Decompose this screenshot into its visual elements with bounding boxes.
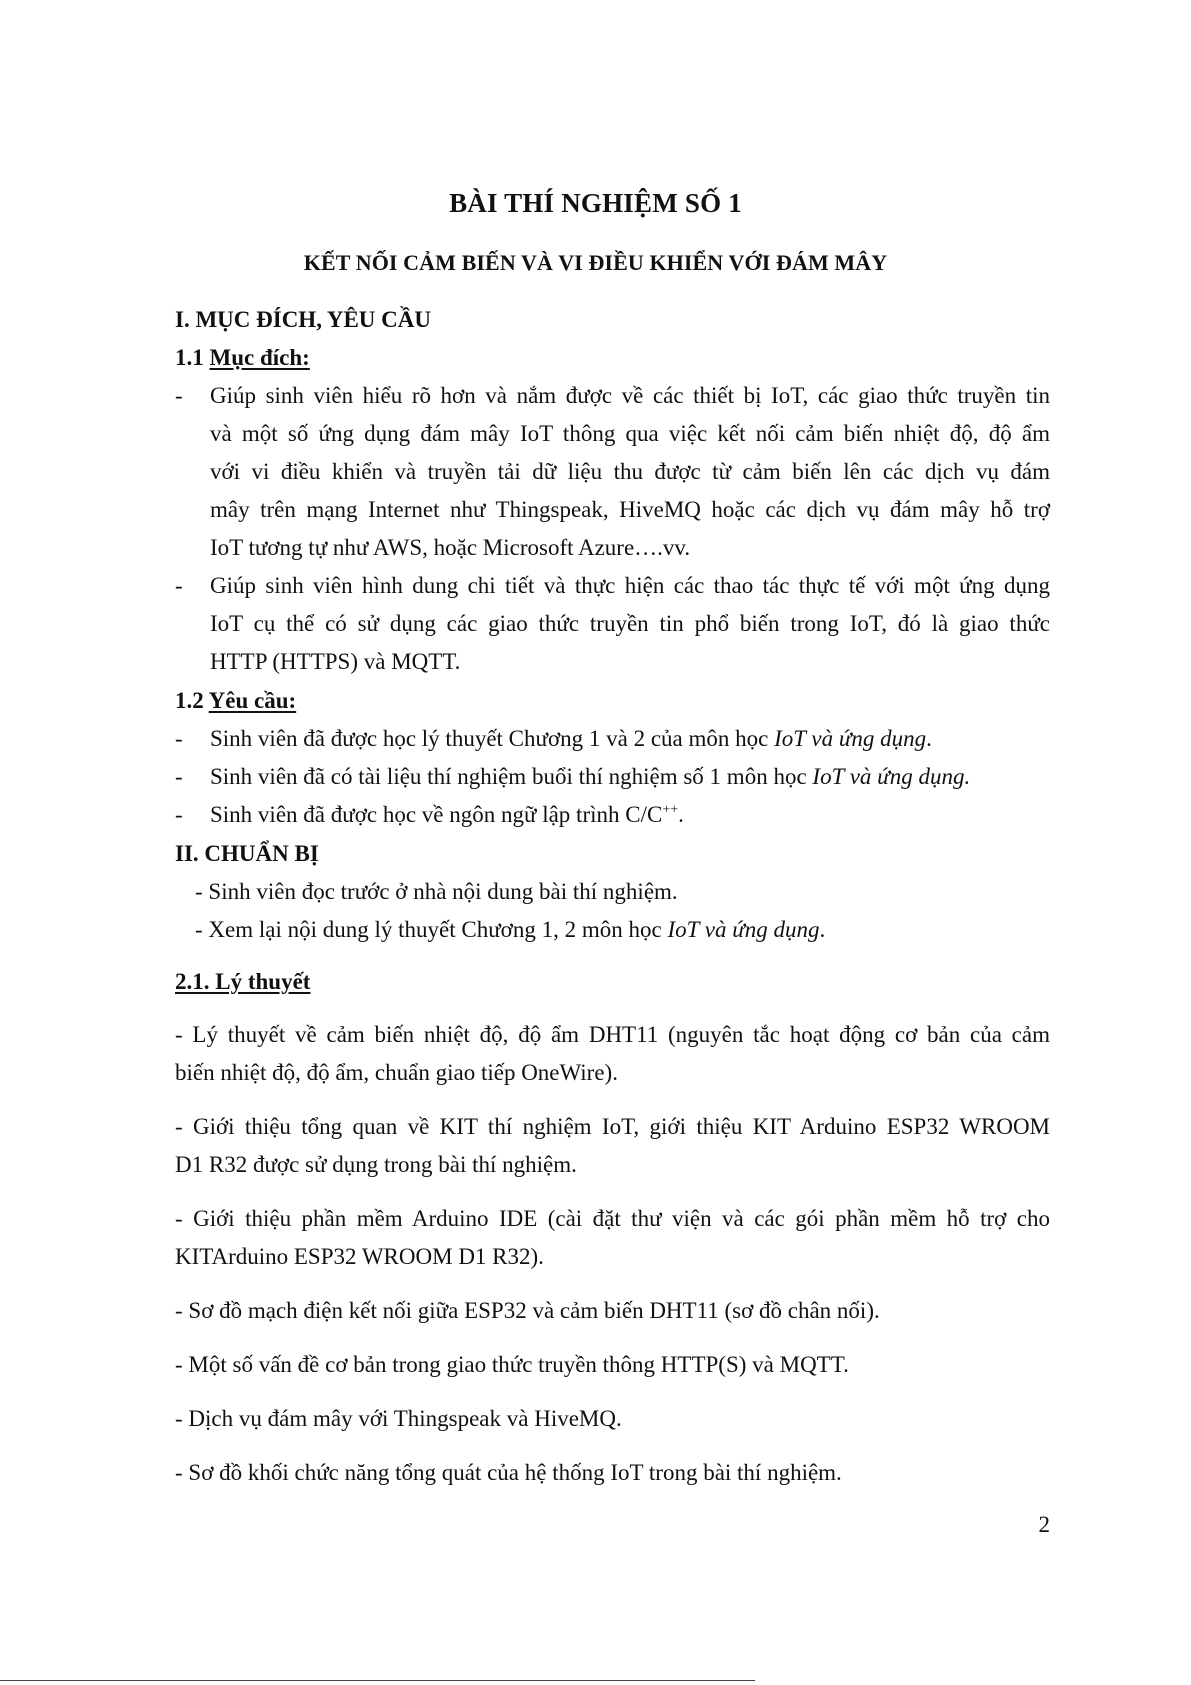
requirement-1: [210, 724, 932, 754]
theory-item-4: - Sơ đồ mạch điện kết nối giữa ESP32 và cảm biến DHT11 (sơ đồ chân nối).: [175, 1298, 880, 1323]
prep-item-2: [195, 915, 825, 945]
purpose-bullet-2-line-1: Giúp sinh viên hình dung chi tiết và thực hiện các thao tác thực tế với một ứng dụng: [210, 573, 1050, 598]
requirement-2-marker: -: [175, 764, 183, 789]
section-1-heading: I. MỤC ĐÍCH, YÊU CẦU: [175, 307, 431, 332]
requirements-label: Yêu cầu:: [208, 688, 297, 713]
purpose-bullet-1-line-2: và một số ứng dụng đám mây IoT thông qua việc kết nối cảm biến nhiệt độ, độ ẩm: [210, 421, 1050, 446]
requirement-1-marker: -: [175, 726, 183, 751]
theory-heading: 2.1. Lý thuyết: [175, 969, 311, 994]
purpose-bullet-1-line-3: với vi điều khiển và truyền tải dữ liệu thu được từ cảm biến lên các dịch vụ đám: [210, 459, 1050, 484]
purpose-bullet-2-line-2: IoT cụ thể có sử dụng các giao thức truyền tin phổ biến trong IoT, đó là giao thức: [210, 611, 1050, 636]
bottom-edge-rule: [0, 1680, 755, 1681]
page-number: 2: [1038, 1512, 1050, 1537]
page-title: BÀI THÍ NGHIỆM SỐ 1: [449, 188, 742, 218]
requirement-2-course: IoT và ứng dụng.: [812, 764, 971, 789]
requirement-3: [210, 800, 684, 830]
page-subtitle: KẾT NỐI CẢM BIẾN VÀ VI ĐIỀU KHIỂN VỚI ĐÁM MÂY: [303, 250, 888, 275]
purpose-bullet-1-line-4: mây trên mạng Internet như Thingspeak, HiveMQ hoặc các dịch vụ đám mây hỗ trợ: [210, 497, 1050, 522]
prep-item-2-after: .: [819, 917, 826, 942]
purpose-label: Mục đích:: [209, 345, 310, 370]
requirement-3-marker: -: [175, 802, 183, 827]
requirement-1-after: .: [926, 726, 932, 751]
purpose-bullet-1-line-5: IoT tương tự như AWS, hoặc Microsoft Azure….vv.: [210, 535, 691, 560]
theory-item-7: - Sơ đồ khối chức năng tổng quát của hệ thống IoT trong bài thí nghiệm.: [175, 1460, 842, 1485]
purpose-bullet-1-marker: -: [175, 383, 183, 408]
requirement-3-text: Sinh viên đã được học về ngôn ngữ lập trình C/C: [210, 802, 663, 827]
theory-item-1-line-2: biến nhiệt độ, độ ẩm, chuẩn giao tiếp OneWire).: [175, 1060, 618, 1085]
prep-item-2-course: IoT và ứng dụng: [667, 917, 820, 942]
purpose-bullet-2-marker: -: [175, 573, 183, 598]
requirement-3-superscript: ++: [662, 802, 679, 818]
purpose-heading: [175, 343, 310, 373]
prep-item-1-text: - Sinh viên đọc trước ở nhà nội dung bài thí nghiệm.: [195, 879, 678, 904]
requirement-1-course: IoT và ứng dụng: [774, 726, 927, 751]
requirement-3-after: .: [678, 802, 684, 827]
theory-item-2-line-1: - Giới thiệu tổng quan về KIT thí nghiệm IoT, giới thiệu KIT Arduino ESP32 WROOM: [175, 1114, 1050, 1139]
theory-item-1-line-1: - Lý thuyết về cảm biến nhiệt độ, độ ẩm DHT11 (nguyên tắc hoạt động cơ bản của cảm: [175, 1022, 1050, 1047]
requirements-heading: [175, 686, 296, 716]
prep-item-1: [195, 877, 678, 907]
requirement-2: [210, 762, 970, 792]
requirements-number: 1.2: [175, 688, 204, 713]
purpose-number: 1.1: [175, 345, 204, 370]
theory-item-6: - Dịch vụ đám mây với Thingspeak và HiveMQ.: [175, 1406, 622, 1431]
purpose-bullet-1-line-1: Giúp sinh viên hiểu rõ hơn và nắm được về các thiết bị IoT, các giao thức truyền tin: [210, 383, 1050, 408]
theory-item-3-line-2: KITArduino ESP32 WROOM D1 R32).: [175, 1244, 544, 1269]
theory-item-5: - Một số vấn đề cơ bản trong giao thức truyền thông HTTP(S) và MQTT.: [175, 1352, 849, 1377]
theory-item-2-line-2: D1 R32 được sử dụng trong bài thí nghiệm.: [175, 1152, 577, 1177]
requirement-2-text: Sinh viên đã có tài liệu thí nghiệm buổi thí nghiệm số 1 môn học: [210, 764, 813, 789]
prep-item-2-text: - Xem lại nội dung lý thuyết Chương 1, 2 môn học: [195, 917, 668, 942]
requirement-1-text: Sinh viên đã được học lý thuyết Chương 1 và 2 của môn học: [210, 726, 775, 751]
purpose-bullet-2-line-3: HTTP (HTTPS) và MQTT.: [210, 649, 461, 674]
section-2-heading: II. CHUẨN BỊ: [175, 841, 319, 866]
theory-item-3-line-1: - Giới thiệu phần mềm Arduino IDE (cài đặt thư viện và các gói phần mềm hỗ trợ cho: [175, 1206, 1050, 1231]
